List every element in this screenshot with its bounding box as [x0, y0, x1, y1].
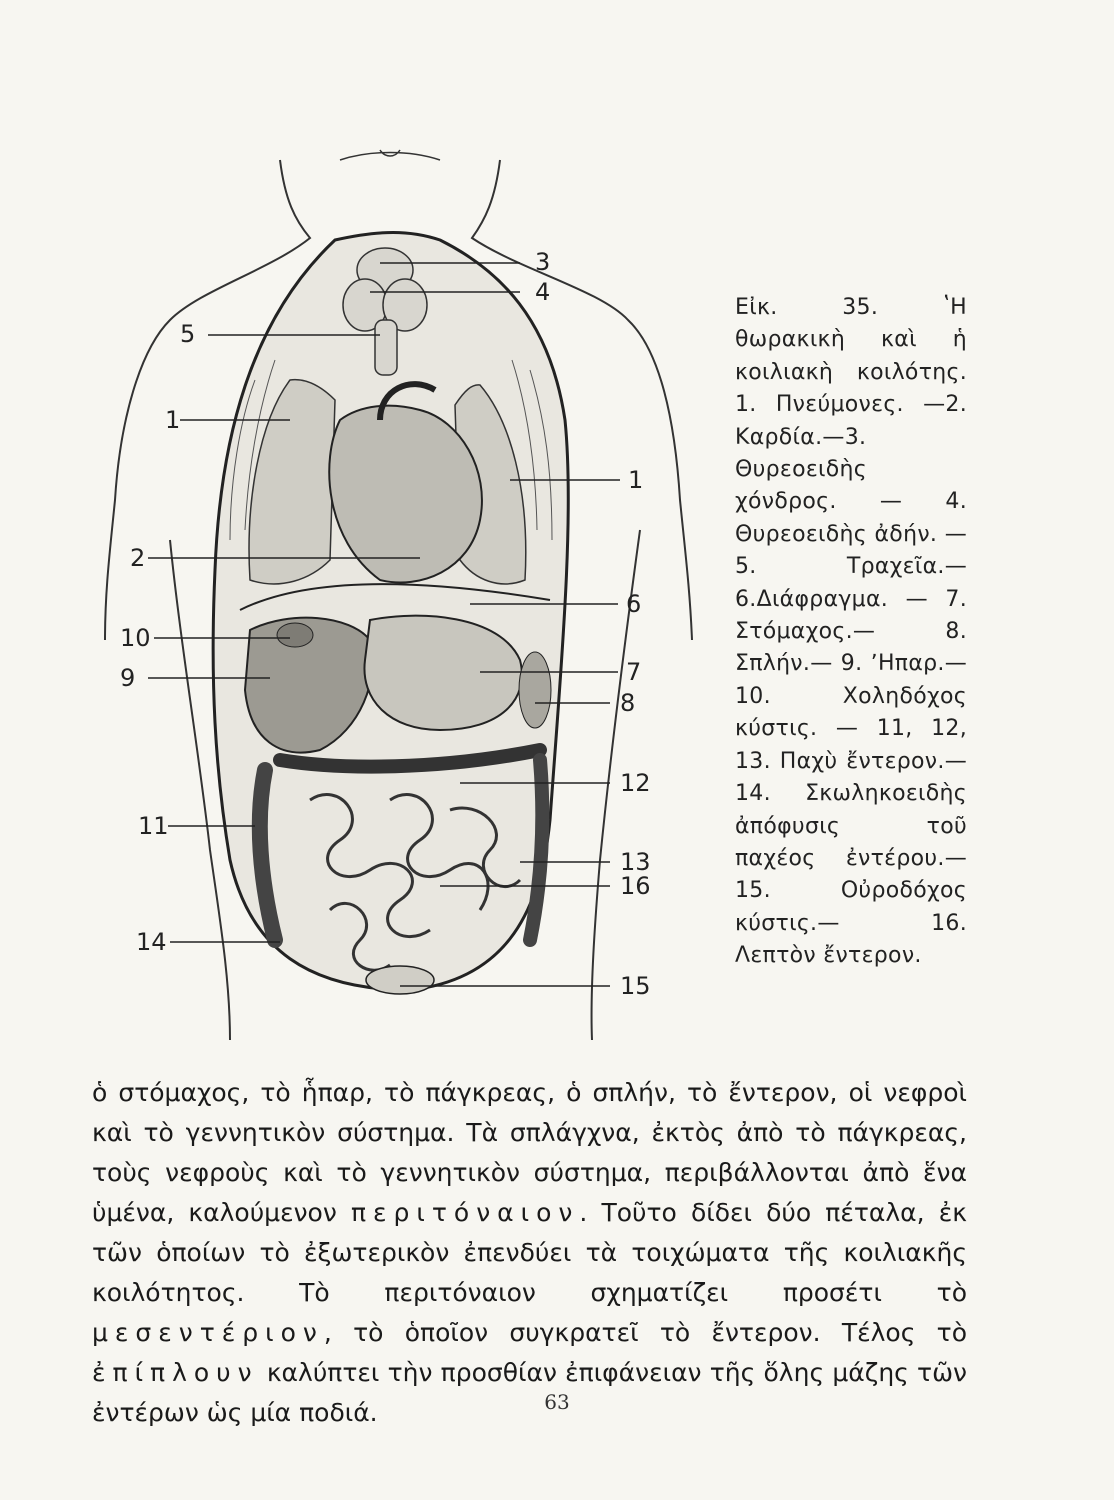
figure-label: 14	[136, 928, 167, 956]
body-text-part: ὁ στόμαχος, τὸ ἧπαρ, τὸ πάγκρεας, ὁ σπλήν, τὸ ἔντερον, οἱ νεφροὶ καὶ τὸ γεννητικὸν σύστημα. Τὰ σπλάγχνα, ἐκτὸς ἀπὸ τὸ πάγκρεας, τοὺς νεφροὺς καὶ τὸ γεννητικὸν σύστημα, περιβάλλονται ἀπὸ ἕνα ὑμένα, καλούμενον	[92, 1078, 967, 1227]
emphasized-term: ἐπίπλουν	[92, 1358, 259, 1387]
figure-label: 1	[628, 466, 644, 494]
figure-label: 7	[626, 658, 642, 686]
spleen	[519, 652, 551, 728]
body-text-part: . Τοῦτο δίδει δύο πέταλα, ἐκ τῶν ὁποίων τὸ ἐξωτερικὸν ἐπενδύει τὰ τοιχώματα τῆς κοιλιακῆς κοιλότητος. Τὸ περιτόναιον σχηματίζει προσέτι τὸ	[92, 1198, 967, 1307]
figure-label: 6	[626, 590, 642, 618]
body-paragraph	[92, 1073, 967, 1433]
figure-label: 5	[180, 320, 196, 348]
anatomy-figure	[80, 120, 700, 1050]
figure-caption: Εἰκ. 35. ʽΗ θωρακικὴ καὶ ἡ κοιλιακὴ κοιλότης. 1. Πνεύμονες. —2. Καρδία.—3. Θυρεοειδὴς χόνδρος. — 4. Θυρεοειδὴς ἀδήν. —5. Τραχεῖα.—6.Διάφραγμα. — 7. Στόμαχος.— 8. Σπλήν.— 9. ʼΗπαρ.— 10. Χοληδόχος κύστις. — 11, 12, 13. Παχὺ ἔντερον.— 14. Σκωληκοειδὴς ἀπόφυσις τοῦ παχέος ἐντέρου.—15. Οὐροδόχος κύστις.— 16. Λεπτὸν ἔντερον.	[735, 295, 967, 969]
figure-label: 11	[138, 812, 169, 840]
figure-label: 3	[535, 248, 551, 276]
bladder	[366, 966, 434, 994]
page-number: 63	[544, 1390, 570, 1414]
figure-label: 9	[120, 664, 136, 692]
emphasized-term: μεσεντέριον	[92, 1318, 324, 1347]
figure-label: 16	[620, 872, 651, 900]
figure-label: 8	[620, 689, 636, 717]
figure-label: 10	[120, 624, 151, 652]
body-text-part: καλύπτει τὴν προσθίαν ἐπιφάνειαν τῆς ὅλης μάζης τῶν ἐντέρων ὡς μία ποδιά.	[92, 1358, 967, 1427]
figure-label: 15	[620, 972, 651, 1000]
figure-label: 13	[620, 848, 651, 876]
emphasized-term: περιτόναιον	[350, 1198, 580, 1227]
figure-label: 2	[130, 544, 146, 572]
gallbladder	[277, 623, 313, 647]
figure-label: 1	[165, 406, 181, 434]
figure-label: 12	[620, 769, 651, 797]
figure-label: 4	[535, 278, 551, 306]
body-text-part: , τὸ ὁποῖον συγκρατεῖ τὸ ἔντερον. Τέλος τὸ	[323, 1318, 967, 1347]
